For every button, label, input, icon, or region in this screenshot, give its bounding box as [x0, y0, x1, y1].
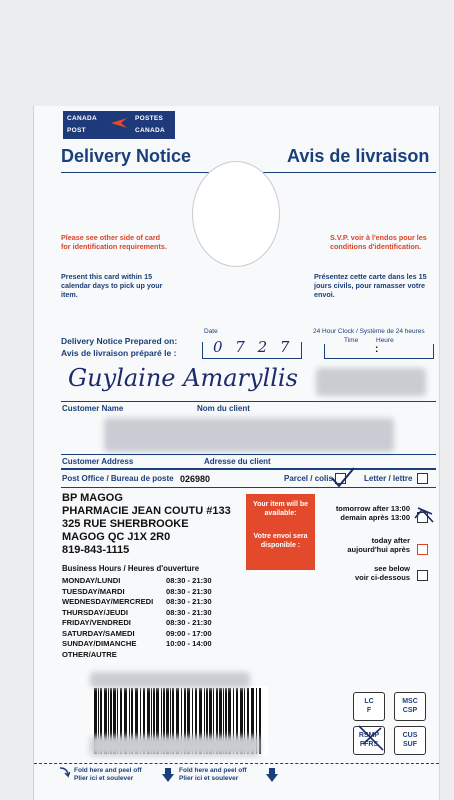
down-arrow-icon: [266, 768, 278, 782]
customer-name-label: Customer Name: [62, 404, 124, 413]
redacted-name: [316, 368, 426, 396]
address-line: 325 RUE SHERBROOKE: [62, 518, 189, 530]
prepared-label-fr: Avis de livraison préparé le :: [61, 348, 177, 358]
availability-callout: [246, 494, 315, 570]
hours-row: WEDNESDAY/MERCREDI 08:30 - 21:30: [62, 597, 212, 606]
curved-arrow-icon: [58, 766, 70, 778]
business-hours-label: Business Hours / Heures d'ouverture: [62, 564, 200, 573]
parcel-label: Parcel / colis: [284, 474, 333, 483]
hours-table: [62, 576, 242, 660]
fold-instruction-1: Fold here and peel off Plier ici et soulever: [74, 767, 142, 782]
name-rule: [61, 401, 436, 402]
po-rule: [61, 487, 436, 488]
redacted-barcode-top: [90, 672, 250, 688]
logo-canada: CANADA: [67, 115, 97, 122]
customer-address-label: Customer Address: [62, 457, 134, 466]
post-office-number: 026980: [180, 474, 211, 484]
available-fr: Votre envoi sera disponible :: [253, 533, 308, 549]
fold-instruction-2: Fold here and peel off Plier ici et soulever: [179, 767, 247, 782]
instructions-fr-red: S.V.P. voir à l'endos pour les conditions d'identification.: [330, 233, 427, 251]
letter-checkbox[interactable]: [417, 473, 428, 484]
available-en: Your item will be available:: [252, 501, 309, 517]
hours-row: SATURDAY/SAMEDI 09:00 - 17:00: [62, 628, 212, 638]
title-english: Delivery Notice: [61, 146, 192, 166]
date-field: [202, 338, 302, 359]
today-checkbox[interactable]: [417, 544, 428, 555]
logo-post: POST: [67, 127, 86, 134]
time-field: [324, 344, 434, 359]
fold-line: [34, 763, 439, 764]
instructions-en-blue: Present this card within 15 calendar days to pick up your item.: [61, 272, 163, 299]
option-today: today after aujourd'hui après: [347, 536, 410, 554]
hours-row: FRIDAY/VENDREDI 08:30 - 21:30: [62, 618, 212, 627]
post-office-address: [62, 492, 231, 557]
x-mark-icon: [412, 504, 436, 526]
redacted-barcode-bottom: [90, 736, 260, 756]
hours-row: SUNDAY/DIMANCHE 10:00 - 14:00: [62, 639, 212, 648]
instructions-en-red: Please see other side of card for identification requirements.: [61, 233, 167, 251]
option-tomorrow: tomorrow after 13:00 demain après 13:00: [335, 504, 410, 522]
see-below-checkbox[interactable]: [417, 570, 428, 581]
address-line: PHARMACIE JEAN COUTU #133: [62, 505, 231, 517]
address-line: MAGOG QC J1X 2R0: [62, 531, 171, 543]
canada-post-logo: [63, 111, 175, 139]
time-separator: :: [375, 344, 379, 355]
hours-row: TUESDAY/MARDI 08:30 - 21:30: [62, 586, 212, 596]
eagle-icon: [111, 117, 127, 129]
service-box-msc[interactable]: MSC CSP: [394, 692, 426, 721]
customer-name-label-fr: Nom du client: [197, 404, 250, 413]
address-line: 819-843-1115: [62, 544, 130, 556]
date-label: Date: [204, 328, 218, 335]
customer-address-label-fr: Adresse du client: [204, 457, 271, 466]
customer-name-handwritten: Guylaine Amaryllis: [68, 364, 298, 392]
logo-canada-fr: CANADA: [135, 127, 165, 134]
letter-label: Letter / lettre: [364, 474, 413, 483]
clock-label: 24 Hour Clock / Système de 24 heures: [313, 328, 425, 335]
hours-row: THURSDAY/JEUDI 08:30 - 21:30: [62, 607, 212, 617]
section-rule: [61, 468, 436, 470]
address-rule: [61, 454, 436, 455]
date-handwritten: 0 7 2 7: [213, 338, 294, 356]
logo-postes: POSTES: [135, 115, 164, 122]
hanger-hole: [192, 161, 280, 267]
x-mark-icon: [353, 722, 387, 752]
delivery-notice-card: [33, 106, 440, 800]
service-box-rsmp[interactable]: RSMP FFRS: [353, 726, 385, 755]
heure-label: Heure: [376, 337, 394, 344]
time-label: Time: [344, 337, 359, 344]
service-box-cus[interactable]: CUS SUF: [394, 726, 426, 755]
prepared-label-en: Delivery Notice Prepared on:: [61, 336, 178, 346]
address-line: BP MAGOG: [62, 492, 123, 504]
post-office-label: Post Office / Bureau de poste: [62, 474, 174, 483]
down-arrow-icon: [162, 768, 174, 782]
redacted-address: [104, 418, 394, 452]
instructions-fr-blue: Présentez cette carte dans les 15 jours civils, pour ramasser votre envoi.: [314, 272, 427, 299]
service-box-lc[interactable]: LC F: [353, 692, 385, 721]
title-french: Avis de livraison: [287, 146, 430, 166]
option-see-below: see below voir ci-dessous: [354, 564, 410, 582]
hours-row: MONDAY/LUNDI 08:30 - 21:30: [62, 576, 212, 585]
hours-row: OTHER/AUTRE: [62, 649, 117, 659]
